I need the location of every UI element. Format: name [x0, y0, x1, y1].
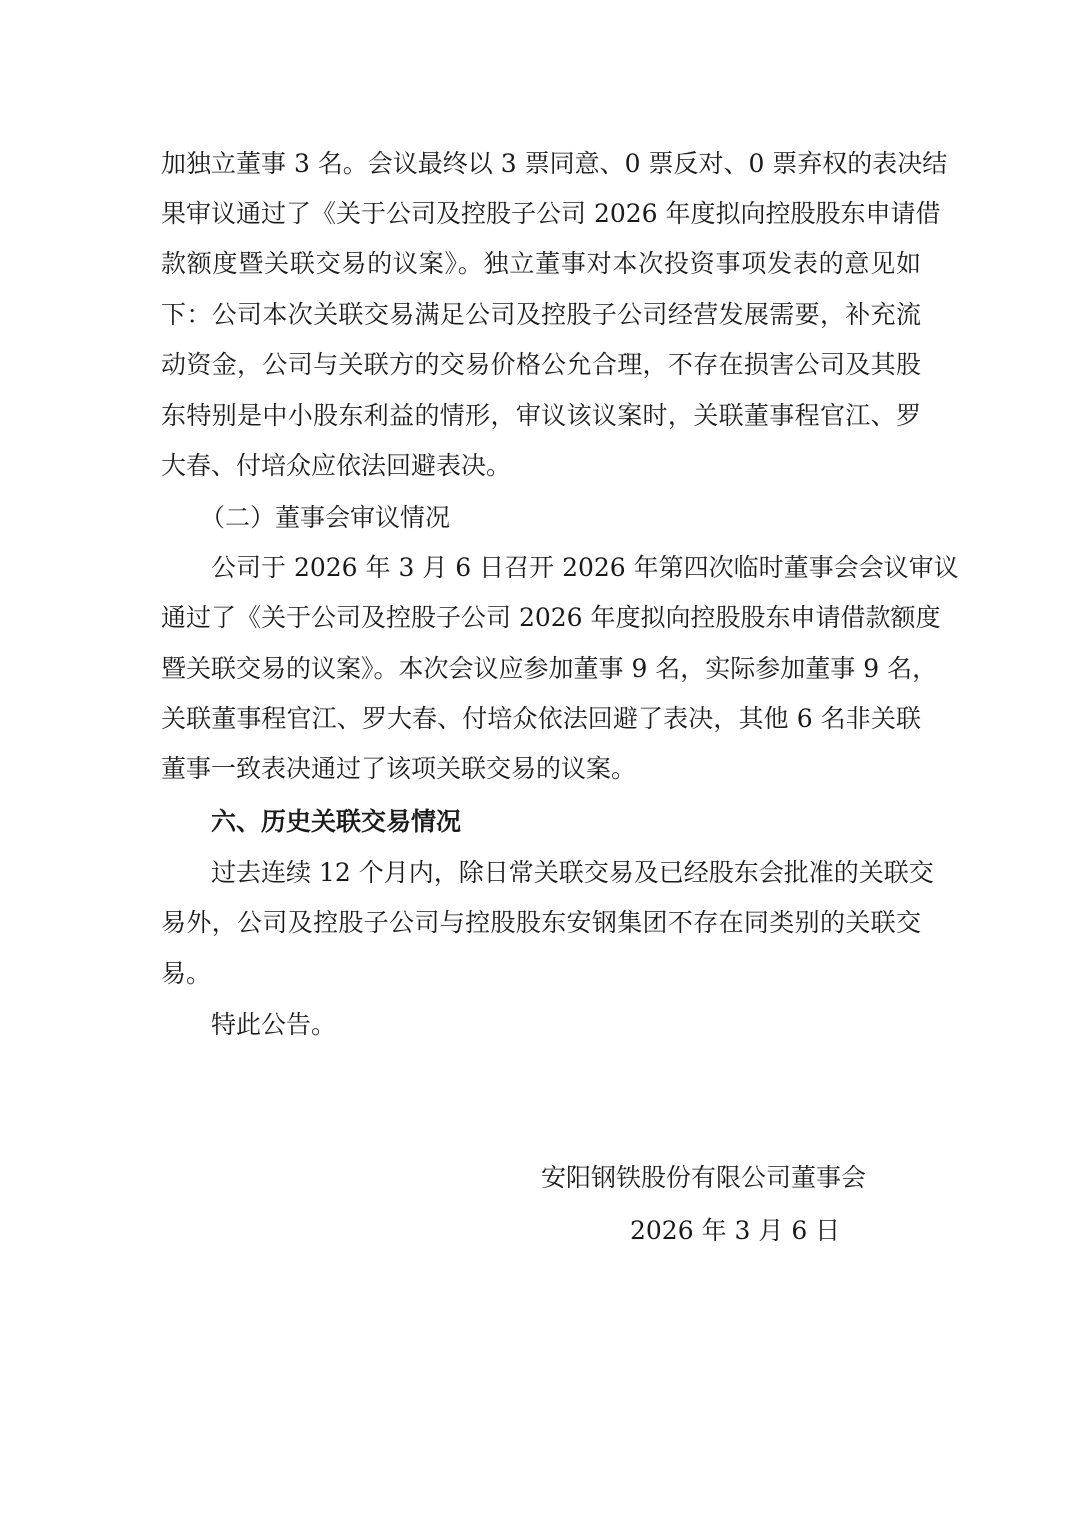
- paragraph-line: 易。: [161, 959, 212, 988]
- paragraph-line: 关联董事程官江、罗大春、付培众依法回避了表决，其他 6 名非关联: [161, 704, 921, 733]
- closing-text: 特此公告。: [211, 1010, 337, 1039]
- paragraph-line: 过去连续 12 个月内，除日常关联交易及已经股东会批准的关联交: [211, 858, 934, 887]
- paragraph-line: 款额度暨关联交易的议案》。独立董事对本次投资事项发表的意见如: [161, 249, 921, 278]
- paragraph-line: 通过了《关于公司及控股子公司 2026 年度拟向控股股东申请借款额度: [161, 603, 941, 632]
- paragraph-line: 动资金，公司与关联方的交易价格公允合理，不存在损害公司及其股: [161, 350, 921, 379]
- paragraph-line: 下：公司本次关联交易满足公司及控股子公司经营发展需要，补充流: [161, 300, 921, 329]
- paragraph-line: 加独立董事 3 名。会议最终以 3 票同意、0 票反对、0 票弃权的表决结: [161, 149, 948, 178]
- paragraph-line: 易外，公司及控股子公司与控股股东安钢集团不存在同类别的关联交: [161, 908, 921, 937]
- paragraph-line: 公司于 2026 年 3 月 6 日召开 2026 年第四次临时董事会会议审议: [211, 553, 959, 582]
- paragraph-line: 暨关联交易的议案》。本次会议应参加董事 9 名，实际参加董事 9 名，: [161, 654, 938, 683]
- paragraph-line: 东特别是中小股东利益的情形，审议该议案时，关联董事程官江、罗: [161, 401, 921, 430]
- paragraph-line: 果审议通过了《关于公司及控股子公司 2026 年度拟向控股股东申请借: [161, 199, 941, 228]
- section-heading-board-review: （二）董事会审议情况: [200, 503, 451, 532]
- paragraph-line: 董事一致表决通过了该项关联交易的议案。: [161, 754, 637, 783]
- signature-company: 安阳钢铁股份有限公司董事会: [541, 1163, 867, 1192]
- paragraph-line: 大春、付培众应依法回避表决。: [161, 451, 512, 480]
- section-heading-history: 六、历史关联交易情况: [211, 807, 462, 836]
- signature-date: 2026 年 3 月 6 日: [630, 1216, 841, 1245]
